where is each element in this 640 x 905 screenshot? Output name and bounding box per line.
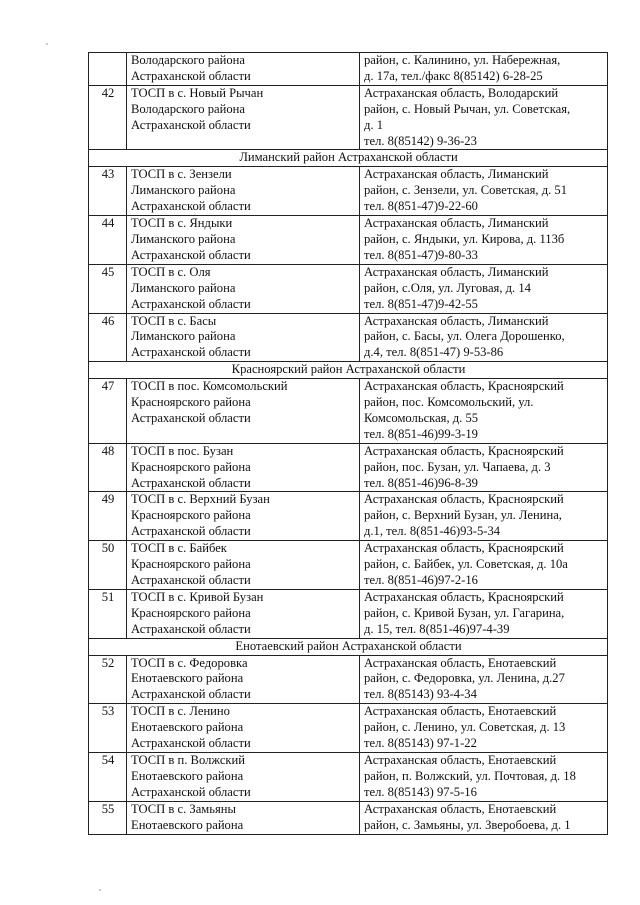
office-name-cell	[127, 264, 360, 313]
office-name-line: ТОСП в пос. Комсомольский	[131, 379, 288, 394]
office-address-line: район, с. Басы, ул. Олега Дорошенко,	[364, 329, 565, 344]
document-page	[88, 52, 607, 835]
office-name-line: ТОСП в с. Федоровка	[131, 655, 248, 670]
office-address-line: Астраханская область, Красноярский	[364, 379, 564, 394]
office-address-cell	[360, 589, 608, 638]
row-number: 49	[89, 492, 127, 541]
office-address-line: район, с. Верхний Бузан, ул. Ленина,	[364, 508, 562, 523]
office-address-line: район, с. Федоровка, ул. Ленина, д.27	[364, 671, 565, 686]
office-name-line: Астраханской области	[131, 345, 251, 360]
office-name-line: Енотаевского района	[131, 720, 244, 735]
office-name-cell	[127, 589, 360, 638]
district-header: Лиманский район Астраханской области	[89, 150, 608, 167]
office-address-line: Астраханская область, Красноярский	[364, 541, 564, 556]
table-row	[89, 801, 608, 834]
office-name-line: Астраханской области	[131, 247, 251, 262]
office-address-line: Астраханская область, Красноярский	[364, 443, 564, 458]
office-name-line: Астраханской области	[131, 296, 251, 311]
office-name-cell	[127, 167, 360, 216]
row-number: 54	[89, 752, 127, 801]
row-number: 55	[89, 801, 127, 834]
office-name-cell	[127, 704, 360, 753]
row-number: 45	[89, 264, 127, 313]
office-name-line: ТОСП в с. Замьяны	[131, 801, 237, 816]
office-address-line: район, пос. Комсомольский, ул.	[364, 395, 534, 410]
row-number: 47	[89, 379, 127, 444]
office-address-line: район, с. Байбек, ул. Советская, д. 10а	[364, 557, 568, 572]
office-address-line: тел. 8(85142) 9-36-23	[364, 133, 477, 148]
office-name-line: Астраханской области	[131, 573, 251, 587]
office-address-cell	[360, 704, 608, 753]
office-name-line: Енотаевского района	[131, 768, 244, 783]
row-number: 51	[89, 589, 127, 638]
table-row	[89, 443, 608, 492]
district-header-row	[89, 638, 608, 655]
office-address-line: тел. 8(851-47)9-22-60	[364, 199, 478, 214]
row-number	[89, 53, 127, 86]
office-name-line: Енотаевского района	[131, 671, 244, 686]
office-address-line: тел. 8(851-46)96-8-39	[364, 475, 478, 490]
office-name-cell	[127, 443, 360, 492]
office-address-cell	[360, 752, 608, 801]
table-row	[89, 492, 608, 541]
office-name-line: Астраханской области	[131, 410, 251, 425]
office-address-cell	[360, 313, 608, 362]
office-address-cell	[360, 541, 608, 590]
office-address-line: Астраханская область, Енотаевский	[364, 704, 557, 719]
office-address-cell	[360, 801, 608, 834]
office-name-line: Астраханской области	[131, 621, 251, 636]
office-address-line: район, с. Кривой Бузан, ул. Гагарина,	[364, 605, 565, 620]
office-name-line: Володарского района	[131, 53, 245, 67]
office-name-line: Лиманского района	[131, 329, 236, 344]
office-name-line: ТОСП в с. Басы	[131, 313, 217, 328]
office-name-cell	[127, 379, 360, 444]
district-header-row	[89, 150, 608, 167]
office-address-line: район, с. Калинино, ул. Набережная,	[364, 53, 561, 67]
office-address-line: Астраханская область, Енотаевский	[364, 655, 557, 670]
office-name-cell	[127, 752, 360, 801]
office-address-line: Астраханская область, Лиманский	[364, 216, 549, 231]
table-row	[89, 53, 608, 86]
office-name-line: Красноярского района	[131, 459, 251, 474]
office-name-cell	[127, 85, 360, 150]
table-row	[89, 379, 608, 444]
office-name-line: ТОСП в с. Ленино	[131, 704, 230, 719]
office-name-cell	[127, 492, 360, 541]
office-name-line: ТОСП в с. Кривой Бузан	[131, 589, 264, 604]
office-address-line: Астраханская область, Лиманский	[364, 167, 549, 182]
office-name-line: Астраханской области	[131, 68, 251, 83]
office-name-line: Астраханской области	[131, 736, 251, 751]
district-header: Красноярский район Астраханской области	[89, 362, 608, 379]
office-name-line: ТОСП в с. Оля	[131, 264, 211, 279]
office-address-line: д. 15, тел. 8(851-46)97-4-39	[364, 621, 510, 636]
scan-speck-bottom	[99, 889, 101, 891]
office-name-line: Красноярского района	[131, 395, 251, 410]
office-address-line: тел. 8(851-46)99-3-19	[364, 426, 478, 441]
row-number: 53	[89, 704, 127, 753]
office-name-line: Астраханской области	[131, 524, 251, 539]
office-address-line: Астраханская область, Лиманский	[364, 264, 549, 279]
office-address-cell	[360, 492, 608, 541]
office-name-cell	[127, 216, 360, 265]
office-address-cell	[360, 264, 608, 313]
office-address-line: Астраханская область, Енотаевский	[364, 752, 557, 767]
office-name-cell	[127, 541, 360, 590]
office-address-line: тел. 8(85143) 93-4-34	[364, 687, 477, 702]
office-address-line: Астраханская область, Володарский	[364, 85, 559, 100]
office-name-line: Лиманского района	[131, 280, 236, 295]
office-name-line: Астраханской области	[131, 687, 251, 702]
row-number: 42	[89, 85, 127, 150]
office-address-cell	[360, 85, 608, 150]
office-name-line: Енотаевского района	[131, 817, 244, 832]
row-number: 52	[89, 655, 127, 704]
table-row	[89, 541, 608, 590]
office-address-line: д. 17а, тел./факс 8(85142) 6-28-25	[364, 68, 543, 83]
office-address-line: тел. 8(85143) 97-1-22	[364, 736, 477, 751]
office-address-line: район, с. Зензели, ул. Советская, д. 51	[364, 183, 568, 198]
table-row	[89, 216, 608, 265]
row-number: 44	[89, 216, 127, 265]
office-address-cell	[360, 53, 608, 86]
office-name-cell	[127, 313, 360, 362]
office-name-line: Астраханской области	[131, 199, 251, 214]
table-row	[89, 313, 608, 362]
table-row	[89, 167, 608, 216]
office-address-line: Астраханская область, Лиманский	[364, 313, 549, 328]
office-address-line: тел. 8(851-47)9-42-55	[364, 296, 478, 311]
table-row	[89, 752, 608, 801]
office-address-line: Астраханская область, Красноярский	[364, 589, 564, 604]
office-name-line: ТОСП в с. Яндыки	[131, 216, 233, 231]
office-address-cell	[360, 443, 608, 492]
office-name-line: ТОСП в с. Новый Рычан	[131, 85, 264, 100]
office-address-line: Астраханская область, Енотаевский	[364, 801, 557, 816]
office-address-line: тел. 8(85143) 97-5-16	[364, 784, 477, 799]
office-address-line: тел. 8(851-47)9-80-33	[364, 247, 478, 262]
office-name-cell	[127, 655, 360, 704]
office-name-line: Володарского района	[131, 101, 245, 116]
office-name-line: Красноярского района	[131, 605, 251, 620]
office-address-line: д.4, тел. 8(851-47) 9-53-86	[364, 345, 504, 360]
office-address-line: район, с.Оля, ул. Луговая, д. 14	[364, 280, 531, 295]
office-address-line: район, п. Волжский, ул. Почтовая, д. 18	[364, 768, 576, 783]
office-address-line: район, пос. Бузан, ул. Чапаева, д. 3	[364, 459, 551, 474]
office-address-line: Астраханская область, Красноярский	[364, 492, 564, 507]
row-number: 48	[89, 443, 127, 492]
district-header: Енотаевский район Астраханской области	[89, 638, 608, 655]
office-address-cell	[360, 379, 608, 444]
office-name-line: ТОСП в с. Байбек	[131, 541, 227, 556]
office-address-line: район, с. Замьяны, ул. Зверобоева, д. 1	[364, 817, 571, 832]
office-address-table	[88, 52, 608, 835]
office-address-line: Комсомольская, д. 55	[364, 410, 479, 425]
office-address-cell	[360, 216, 608, 265]
office-name-line: Астраханской области	[131, 117, 251, 132]
office-name-line: ТОСП в пос. Бузан	[131, 443, 234, 458]
table-row	[89, 264, 608, 313]
table-row	[89, 589, 608, 638]
row-number: 46	[89, 313, 127, 362]
office-address-cell	[360, 655, 608, 704]
table-row	[89, 85, 608, 150]
office-address-line: район, с. Ленино, ул. Советская, д. 13	[364, 720, 566, 735]
table-row	[89, 704, 608, 753]
office-address-line: тел. 8(851-46)97-2-16	[364, 573, 478, 587]
office-address-cell	[360, 167, 608, 216]
office-address-line: район, с. Новый Рычан, ул. Советская,	[364, 101, 571, 116]
table-row	[89, 655, 608, 704]
district-header-row	[89, 362, 608, 379]
office-name-line: Лиманского района	[131, 183, 236, 198]
office-name-line: Лиманского района	[131, 231, 236, 246]
office-name-line: Красноярского района	[131, 557, 251, 572]
office-name-line: Астраханской области	[131, 475, 251, 490]
office-address-line: д. 1	[364, 117, 384, 132]
row-number: 43	[89, 167, 127, 216]
scan-speck-top	[46, 43, 48, 45]
office-address-line: район, с. Яндыки, ул. Кирова, д. 113б	[364, 231, 565, 246]
row-number: 50	[89, 541, 127, 590]
office-name-line: ТОСП в с. Зензели	[131, 167, 232, 182]
office-address-line: д.1, тел. 8(851-46)93-5-34	[364, 524, 501, 539]
office-name-line: ТОСП в п. Волжский	[131, 752, 246, 767]
office-name-line: Красноярского района	[131, 508, 251, 523]
office-name-line: Астраханской области	[131, 784, 251, 799]
office-name-cell	[127, 53, 360, 86]
office-name-cell	[127, 801, 360, 834]
office-name-line: ТОСП в с. Верхний Бузан	[131, 492, 270, 507]
